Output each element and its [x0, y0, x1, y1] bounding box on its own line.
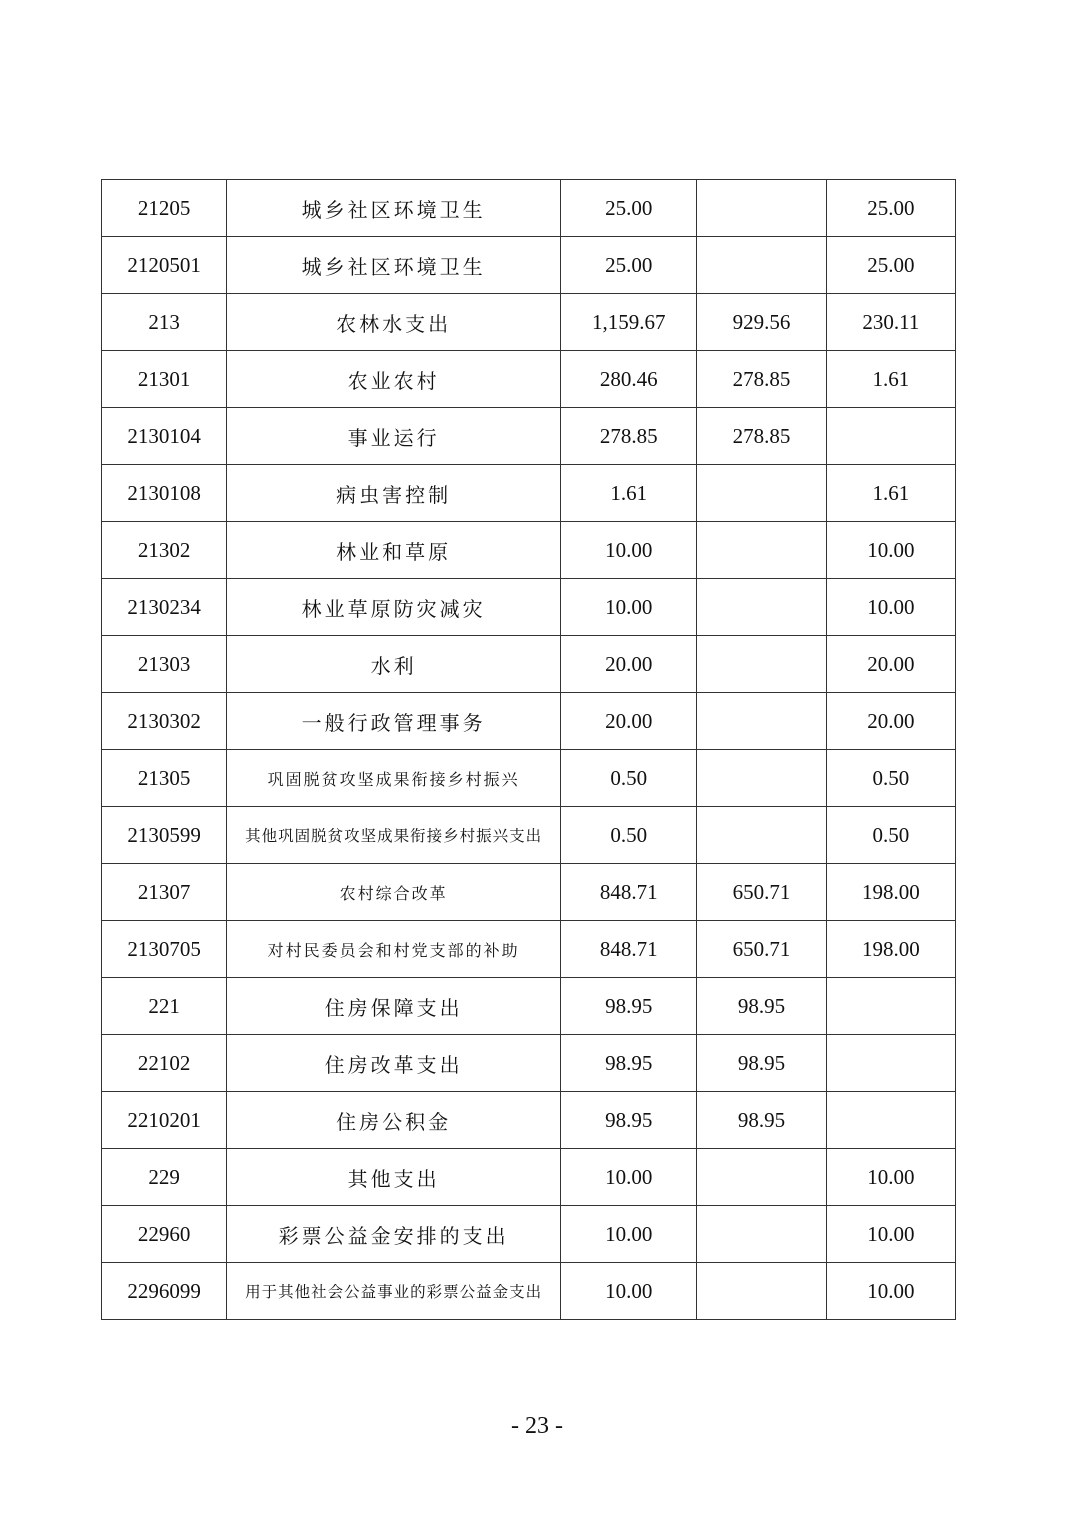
subject-code: 2130234: [102, 579, 227, 636]
subject-name: 其他支出: [227, 1149, 561, 1206]
table-row: [102, 864, 956, 921]
basic-amount: [697, 180, 826, 237]
table-row: [102, 351, 956, 408]
basic-amount: 650.71: [697, 921, 826, 978]
basic-amount: [697, 750, 826, 807]
table-row: [102, 1149, 956, 1206]
total-amount: 20.00: [561, 636, 697, 693]
project-amount: 25.00: [826, 237, 955, 294]
table-row: [102, 1092, 956, 1149]
table-row: [102, 180, 956, 237]
total-amount: 0.50: [561, 807, 697, 864]
subject-code: 2130599: [102, 807, 227, 864]
project-amount: [826, 978, 955, 1035]
project-amount: 10.00: [826, 1149, 955, 1206]
total-amount: 278.85: [561, 408, 697, 465]
table-row: [102, 636, 956, 693]
total-amount: 848.71: [561, 864, 697, 921]
subject-code: 22102: [102, 1035, 227, 1092]
project-amount: 20.00: [826, 693, 955, 750]
subject-name: 住房改革支出: [227, 1035, 561, 1092]
subject-code: 213: [102, 294, 227, 351]
total-amount: 10.00: [561, 522, 697, 579]
basic-amount: [697, 807, 826, 864]
basic-amount: 278.85: [697, 351, 826, 408]
subject-code: 2130302: [102, 693, 227, 750]
project-amount: 198.00: [826, 864, 955, 921]
project-amount: 1.61: [826, 465, 955, 522]
project-amount: 25.00: [826, 180, 955, 237]
total-amount: 98.95: [561, 1092, 697, 1149]
subject-code: 21205: [102, 180, 227, 237]
subject-name: 彩票公益金安排的支出: [227, 1206, 561, 1263]
subject-name: 巩固脱贫攻坚成果衔接乡村振兴: [227, 750, 561, 807]
project-amount: [826, 1092, 955, 1149]
table-row: [102, 522, 956, 579]
basic-amount: [697, 465, 826, 522]
table-row: [102, 693, 956, 750]
subject-name: 城乡社区环境卫生: [227, 180, 561, 237]
basic-amount: 98.95: [697, 978, 826, 1035]
subject-name: 用于其他社会公益事业的彩票公益金支出: [227, 1263, 561, 1320]
basic-amount: 929.56: [697, 294, 826, 351]
budget-expenditure-table: [101, 179, 956, 1320]
basic-amount: [697, 1263, 826, 1320]
table-row: [102, 1206, 956, 1263]
table-row: [102, 978, 956, 1035]
project-amount: 1.61: [826, 351, 955, 408]
page-number: - 23 -: [511, 1413, 563, 1439]
subject-name: 林业和草原: [227, 522, 561, 579]
basic-amount: 278.85: [697, 408, 826, 465]
project-amount: [826, 1035, 955, 1092]
table-row: [102, 1263, 956, 1320]
subject-name: 一般行政管理事务: [227, 693, 561, 750]
subject-name: 城乡社区环境卫生: [227, 237, 561, 294]
project-amount: 10.00: [826, 1263, 955, 1320]
subject-code: 2130104: [102, 408, 227, 465]
project-amount: 10.00: [826, 579, 955, 636]
subject-code: 2296099: [102, 1263, 227, 1320]
table-row: [102, 1035, 956, 1092]
subject-code: 21301: [102, 351, 227, 408]
table-row: [102, 750, 956, 807]
table-row: [102, 465, 956, 522]
basic-amount: [697, 522, 826, 579]
project-amount: 198.00: [826, 921, 955, 978]
total-amount: 0.50: [561, 750, 697, 807]
project-amount: 230.11: [826, 294, 955, 351]
table-row: [102, 294, 956, 351]
table-row: [102, 921, 956, 978]
total-amount: 280.46: [561, 351, 697, 408]
subject-name: 对村民委员会和村党支部的补助: [227, 921, 561, 978]
subject-code: 2210201: [102, 1092, 227, 1149]
basic-amount: [697, 1149, 826, 1206]
table-row: [102, 237, 956, 294]
subject-code: 21302: [102, 522, 227, 579]
subject-name: 农村综合改革: [227, 864, 561, 921]
basic-amount: 98.95: [697, 1035, 826, 1092]
basic-amount: 98.95: [697, 1092, 826, 1149]
subject-code: 221: [102, 978, 227, 1035]
total-amount: 25.00: [561, 180, 697, 237]
subject-name: 农林水支出: [227, 294, 561, 351]
subject-code: 2130705: [102, 921, 227, 978]
project-amount: 10.00: [826, 1206, 955, 1263]
subject-name: 住房保障支出: [227, 978, 561, 1035]
subject-code: 21305: [102, 750, 227, 807]
table-row: [102, 807, 956, 864]
subject-code: 21303: [102, 636, 227, 693]
total-amount: 98.95: [561, 978, 697, 1035]
table-body: [102, 180, 956, 1320]
total-amount: 10.00: [561, 1149, 697, 1206]
table-row: [102, 408, 956, 465]
total-amount: 848.71: [561, 921, 697, 978]
basic-amount: [697, 1206, 826, 1263]
project-amount: [826, 408, 955, 465]
subject-name: 农业农村: [227, 351, 561, 408]
total-amount: 25.00: [561, 237, 697, 294]
project-amount: 20.00: [826, 636, 955, 693]
subject-code: 22960: [102, 1206, 227, 1263]
subject-name: 林业草原防灾减灾: [227, 579, 561, 636]
basic-amount: [697, 237, 826, 294]
subject-code: 229: [102, 1149, 227, 1206]
basic-amount: [697, 636, 826, 693]
subject-name: 住房公积金: [227, 1092, 561, 1149]
project-amount: 10.00: [826, 522, 955, 579]
basic-amount: [697, 693, 826, 750]
total-amount: 10.00: [561, 1206, 697, 1263]
subject-name: 事业运行: [227, 408, 561, 465]
basic-amount: 650.71: [697, 864, 826, 921]
subject-code: 21307: [102, 864, 227, 921]
basic-amount: [697, 579, 826, 636]
total-amount: 10.00: [561, 579, 697, 636]
subject-name: 其他巩固脱贫攻坚成果衔接乡村振兴支出: [227, 807, 561, 864]
table-row: [102, 579, 956, 636]
project-amount: 0.50: [826, 807, 955, 864]
subject-code: 2130108: [102, 465, 227, 522]
subject-name: 水利: [227, 636, 561, 693]
total-amount: 10.00: [561, 1263, 697, 1320]
total-amount: 20.00: [561, 693, 697, 750]
project-amount: 0.50: [826, 750, 955, 807]
total-amount: 1,159.67: [561, 294, 697, 351]
total-amount: 1.61: [561, 465, 697, 522]
subject-name: 病虫害控制: [227, 465, 561, 522]
subject-code: 2120501: [102, 237, 227, 294]
total-amount: 98.95: [561, 1035, 697, 1092]
